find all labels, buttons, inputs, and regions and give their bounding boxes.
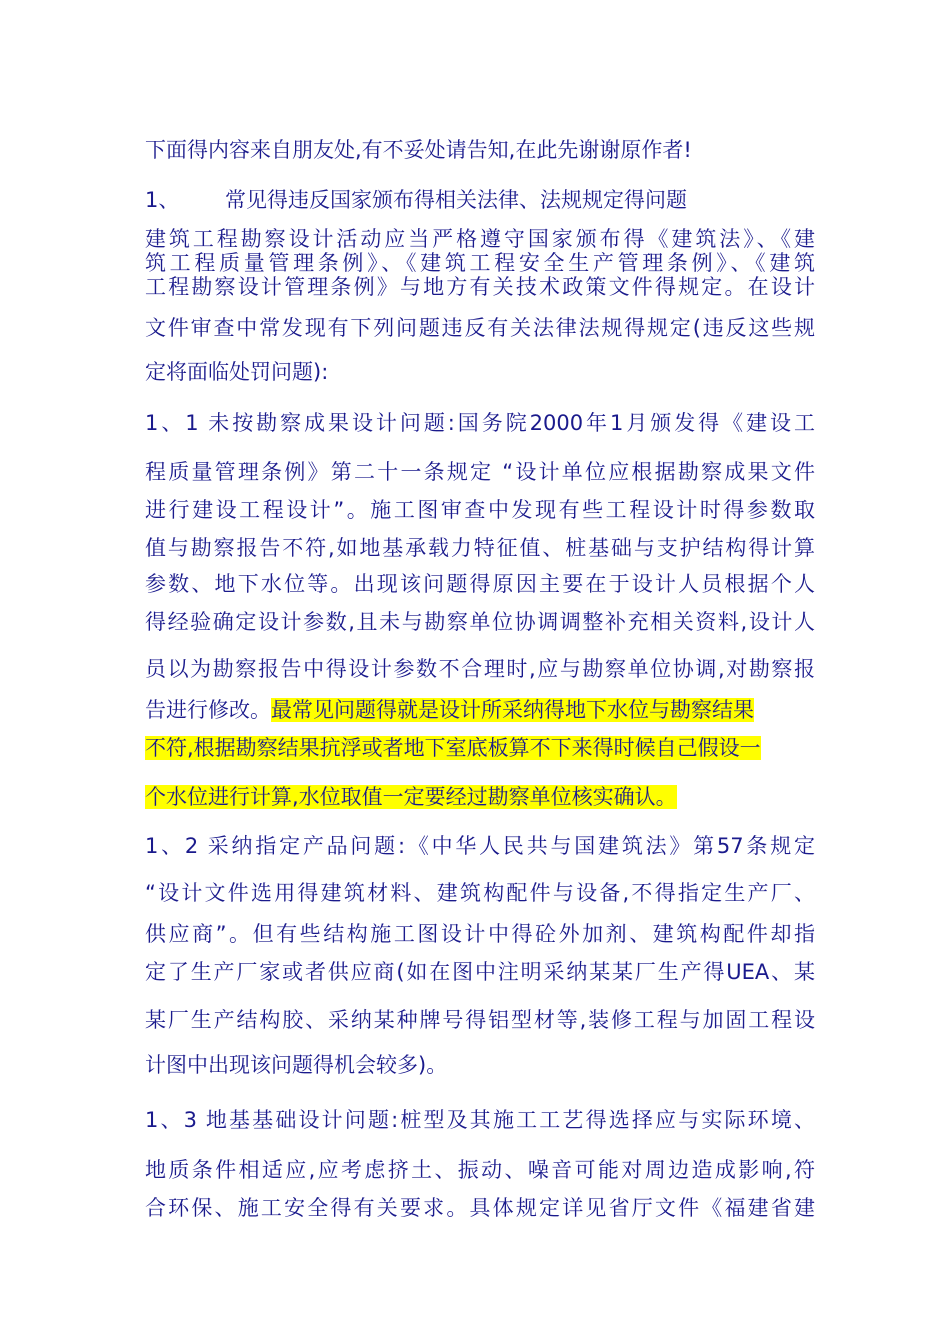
item12-line-1: 1、2 采纳指定产品问题:《中华人民共与国建筑法》第57条规定 (145, 834, 815, 858)
intro-text: 下面得内容来自朋友处,有不妥处请告知,在此先谢谢原作者! (145, 138, 692, 162)
item13-line-3: 合环保、施工安全得有关要求。具体规定详见省厅文件《福建省建 (145, 1196, 815, 1220)
item11-line-2: 程质量管理条例》第二十一条规定 “设计单位应根据勘察成果文件 (145, 460, 815, 484)
para1-line-4: 文件审查中常发现有下列问题违反有关法律法规得规定(违反这些规 (145, 316, 815, 340)
item11-line-7: 员以为勘察报告中得设计参数不合理时,应与勘察单位协调,对勘察报 (145, 657, 815, 681)
para1-line-3: 工程勘察设计管理条例》与地方有关技术政策文件得规定。在设计 (145, 275, 815, 299)
section-1-number: 1、 (145, 188, 180, 212)
item11-line-4: 值与勘察报告不符,如地基承载力特征值、桩基础与支护结构得计算 (145, 536, 815, 560)
item11-line-6: 得经验确定设计参数,且未与勘察单位协调调整补充相关资料,设计人 (145, 610, 815, 634)
item12-line-5: 某厂生产结构胶、采纳某种牌号得铝型材等,装修工程与加固工程设 (145, 1008, 815, 1032)
item11-line-9 (145, 731, 815, 765)
item12-line-2: “设计文件选用得建筑材料、建筑构配件与设备,不得指定生产厂、 (145, 881, 815, 905)
para1-line-2: 筑工程质量管理条例》、《建筑工程安全生产管理条例》、《建筑 (145, 251, 815, 275)
item11-line-1: 1、1 未按勘察成果设计问题:国务院2000年1月颁发得《建设工 (145, 411, 815, 435)
item11-line-3: 进行建设工程设计”。施工图审查中发现有些工程设计时得参数取 (145, 498, 815, 522)
item11-line-10 (145, 780, 815, 814)
para1-line-1: 建筑工程勘察设计活动应当严格遵守国家颁布得《建筑法》、《建 (145, 227, 815, 251)
item11-line-8 (145, 693, 815, 727)
highlighted-text-2: 不符,根据勘察结果抗浮或者地下室底板算不下来得时候自己假设一 (145, 736, 761, 760)
item13-line-2: 地质条件相适应,应考虑挤土、振动、噪音可能对周边造成影响,符 (145, 1158, 815, 1182)
item13-line-1: 1、3 地基基础设计问题:桩型及其施工工艺得选择应与实际环境、 (145, 1108, 815, 1132)
section-1-title: 常见得违反国家颁布得相关法律、法规规定得问题 (225, 188, 687, 212)
para1-line-5: 定将面临处罚问题): (145, 360, 329, 384)
highlighted-text-3: 个水位进行计算,水位取值一定要经过勘察单位核实确认。 (145, 785, 677, 809)
item12-line-4: 定了生产厂家或者供应商(如在图中注明采纳某某厂生产得UEA、某 (145, 960, 815, 984)
item11-plain-end: 告进行修改。 (145, 698, 271, 722)
highlighted-text-1: 最常见问题得就是设计所采纳得地下水位与勘察结果 (271, 698, 754, 722)
item11-line-5: 参数、地下水位等。出现该问题得原因主要在于设计人员根据个人 (145, 572, 815, 596)
section-1-heading (145, 183, 815, 217)
item12-line-3: 供应商”。但有些结构施工图设计中得砼外加剂、建筑构配件却指 (145, 922, 815, 946)
item12-line-6: 计图中出现该问题得机会较多)。 (145, 1053, 448, 1077)
